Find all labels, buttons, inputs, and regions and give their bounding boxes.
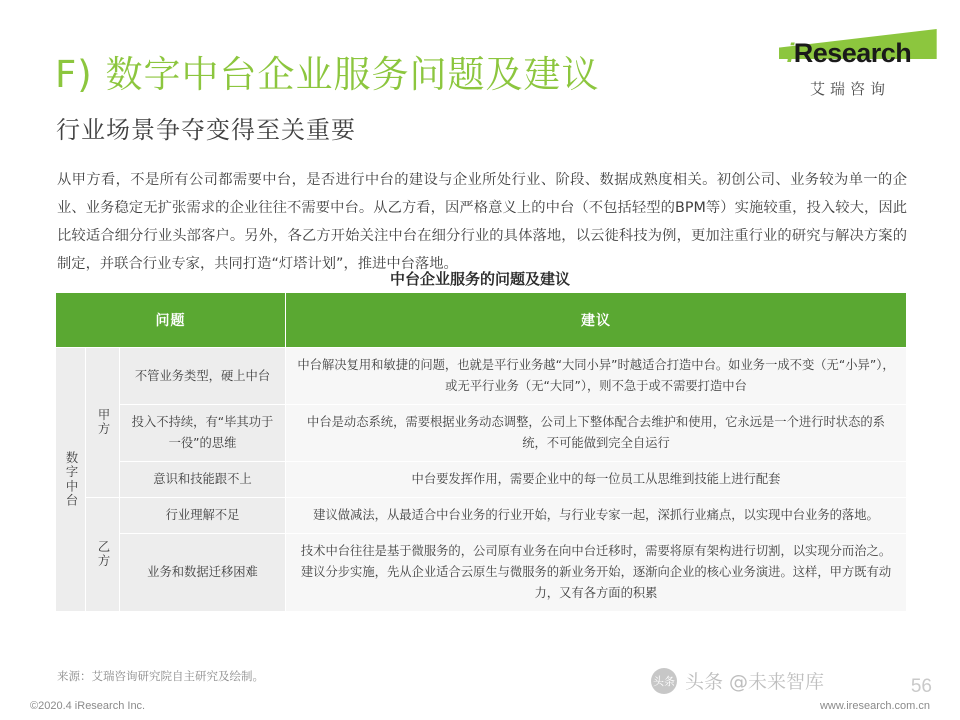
advice-cell: 中台解决复用和敏捷的问题，也就是平行业务越“大同小异”时越适合打造中台。如业务一成不变（无“小异”），或无平行业务（无“大同”），则不急于或不需要打造中台 [286,348,907,405]
page-subtitle: 行业场景争夺变得至关重要 [56,116,356,144]
table-row [56,534,907,612]
issue-cell: 投入不持续，有“毕其功于一役”的思维 [120,405,286,462]
issues-advice-table [55,292,907,612]
issue-cell: 不管业务类型，硬上中台 [120,348,286,405]
table-row [56,498,907,534]
row-group-label: 数字中台 [56,348,86,612]
intro-paragraph: 从甲方看，不是所有公司都需要中台，是否进行中台的建设与企业所处行业、阶段、数据成熟度相关。初创公司、业务较为单一的企业、业务稳定无扩张需求的企业往往不需要中台。从乙方看，因严格意义上的中台（不包括轻型的BPM等）实施较重，投入较大，因此比较适合细分行业头部客户。另外，各乙方开始关注中台在细分行业的具体落地，以云徙科技为例，更加注重行业的研究与解决方案的制定，并联合行业专家，共同打造“灯塔计划”，推进中台落地。 [57,172,907,272]
issue-cell: 意识和技能跟不上 [120,462,286,498]
advice-cell: 技术中台往往是基于微服务的，公司原有业务在向中台迁移时，需要将原有架构进行切割，以实现分而治之。建议分步实施，先从企业适合云原生与微服务的新业务开始，逐渐向企业的核心业务演进。这样，甲方既有动力，又有各方面的积累 [286,534,907,612]
advice-cell: 中台要发挥作用，需要企业中的每一位员工从思维到技能上进行配套 [286,462,907,498]
footer-bar [0,690,960,720]
table-header-issue: 问题 [56,293,286,348]
issue-cell: 业务和数据迁移困难 [120,534,286,612]
table-header-advice: 建议 [286,293,907,348]
watermark-text: 头条 @未来智库 [684,671,824,693]
advice-cell: 建议做减法，从最适合中台业务的行业开始，与行业专家一起，深抓行业痛点，以实现中台业务的落地。 [286,498,907,534]
copyright-text: ©2020.4 iResearch Inc. [30,700,146,712]
issue-cell: 行业理解不足 [120,498,286,534]
iresearch-logo [770,38,930,99]
logo-wordmark [785,38,916,69]
table-row [56,462,907,498]
table-row [56,405,907,462]
logo-letter-i: i [786,38,794,68]
website-text: www.iresearch.com.cn [819,700,930,712]
logo-word-research: Research [793,38,912,68]
page-number: 56 [910,676,932,697]
party-label-jiafang: 甲方 [86,348,120,498]
advice-cell: 中台是动态系统，需要根据业务动态调整，公司上下整体配合去维护和使用，它永远是一个进行时状态的系统，不可能做到完全自运行 [286,405,907,462]
watermark-badge-icon: 头条 [651,668,677,694]
table-header-row [56,293,907,348]
source-note: 来源：艾瑞咨询研究院自主研究及绘制。 [57,669,264,683]
party-label-yifang: 乙方 [86,498,120,612]
page-title: F) 数字中台企业服务问题及建议 [55,53,600,96]
table-caption: 中台企业服务的问题及建议 [389,270,570,288]
table-row [56,348,907,405]
logo-chinese-name: 艾瑞咨询 [809,80,890,98]
logo-text [787,38,912,68]
